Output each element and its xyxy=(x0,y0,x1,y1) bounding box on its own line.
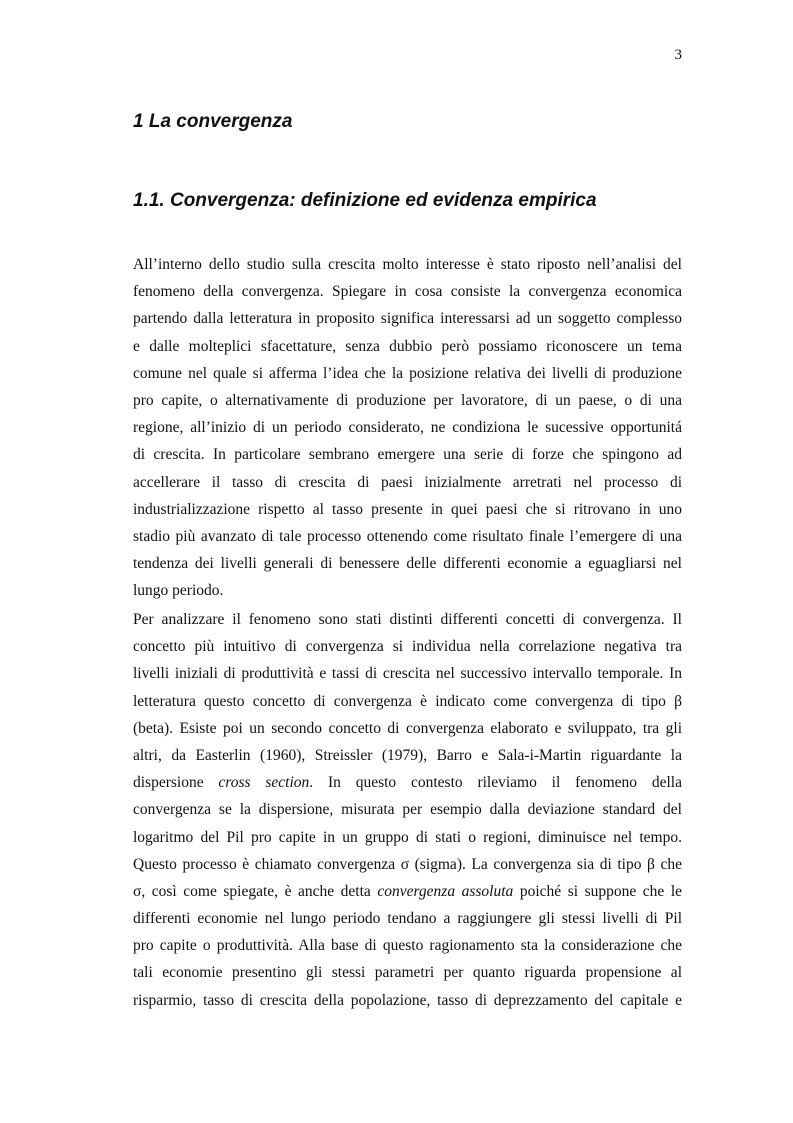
text-segment: σ, così come spiegate, è anche detta xyxy=(133,882,378,900)
paragraph-1 xyxy=(133,256,682,609)
italic-term-cross-section: cross section xyxy=(218,774,310,792)
text-line: partendo dalla letteratura in proposito significa interessarsi ad un soggetto complesso xyxy=(133,310,682,328)
text-line xyxy=(133,883,682,910)
section-title: 1.1. Convergenza: definizione ed evidenza empirica xyxy=(133,190,597,211)
text-line: di crescita. In particolare sembrano emergere una serie di forze che spingono ad xyxy=(133,446,682,464)
text-line: logaritmo del Pil pro capite in un gruppo di stati o regioni, diminuisce nel tempo. xyxy=(133,828,682,846)
text-line: comune nel quale si afferma l’idea che la posizione relativa dei livelli di produzione xyxy=(133,364,682,382)
text-line: Questo processo è chiamato convergenza σ (sigma). La convergenza sia di tipo β che xyxy=(133,855,682,873)
text-line: lungo periodo. xyxy=(133,582,224,600)
text-line: altri, da Easterlin (1960), Streissler (1979), Barro e Sala-i-Martin riguardante la xyxy=(133,746,682,764)
text-line: fenomeno della convergenza. Spiegare in cosa consiste la convergenza economica xyxy=(133,283,682,301)
text-line: All’interno dello studio sulla crescita molto interesse è stato riposto nell’analisi del xyxy=(133,256,682,273)
italic-term-convergenza-assoluta: convergenza assoluta xyxy=(377,882,514,900)
text-line: tendenza dei livelli generali di benessere delle differenti economie a eguagliarsi nel xyxy=(133,555,682,573)
text-line: stadio più avanzato di tale processo ottenendo come risultato finale l’emergere di una xyxy=(133,527,682,545)
text-line: differenti economie nel lungo periodo tendano a raggiungere gli stessi livelli di Pil xyxy=(133,910,682,928)
text-line: letteratura questo concetto di convergenza è indicato come convergenza di tipo β xyxy=(133,692,682,710)
text-line: accellerare il tasso di crescita di paesi inizialmente arretrati nel processo di xyxy=(133,473,682,491)
text-segment: . In questo contesto rileviamo il fenomeno della xyxy=(309,774,682,792)
text-line: (beta). Esiste poi un secondo concetto di convergenza elaborato e sviluppato, tra gli xyxy=(133,719,682,737)
text-line xyxy=(133,774,682,801)
text-line: convergenza se la dispersione, misurata per esempio dalla deviazione standard del xyxy=(133,801,682,819)
text-segment: dispersione xyxy=(133,774,219,792)
text-line: livelli iniziali di produttività e tassi di crescita nel successivo intervallo temporale. In xyxy=(133,665,682,683)
text-line: regione, all’inizio di un periodo considerato, ne condiziona le sucessive opportunitá xyxy=(133,419,682,437)
text-line: tali economie presentino gli stessi parametri per quanto riguarda propensione al xyxy=(133,964,682,982)
text-line: pro capite, o alternativamente di produzione per lavoratore, di un paese, o di una xyxy=(133,391,682,409)
text-line: concetto più intuitivo di convergenza si individua nella correlazione negativa tra xyxy=(133,638,682,656)
chapter-title: 1 La convergenza xyxy=(133,111,293,132)
text-line: industrializzazione rispetto al tasso presente in quei paesi che si ritrovano in uno xyxy=(133,500,682,518)
page-number: 3 xyxy=(674,47,682,63)
text-line: Per analizzare il fenomeno sono stati distinti differenti concetti di convergenza. Il xyxy=(133,611,682,628)
paragraph-2 xyxy=(133,611,682,1019)
text-line: e dalle molteplici sfacettature, senza dubbio però possiamo riconoscere un tema xyxy=(133,337,682,355)
text-line: risparmio, tasso di crescita della popolazione, tasso di deprezzamento del capitale e xyxy=(133,991,682,1009)
text-segment: poiché si suppone che le xyxy=(513,882,682,900)
text-line: pro capite o produttività. Alla base di questo ragionamento sta la considerazione che xyxy=(133,937,682,955)
